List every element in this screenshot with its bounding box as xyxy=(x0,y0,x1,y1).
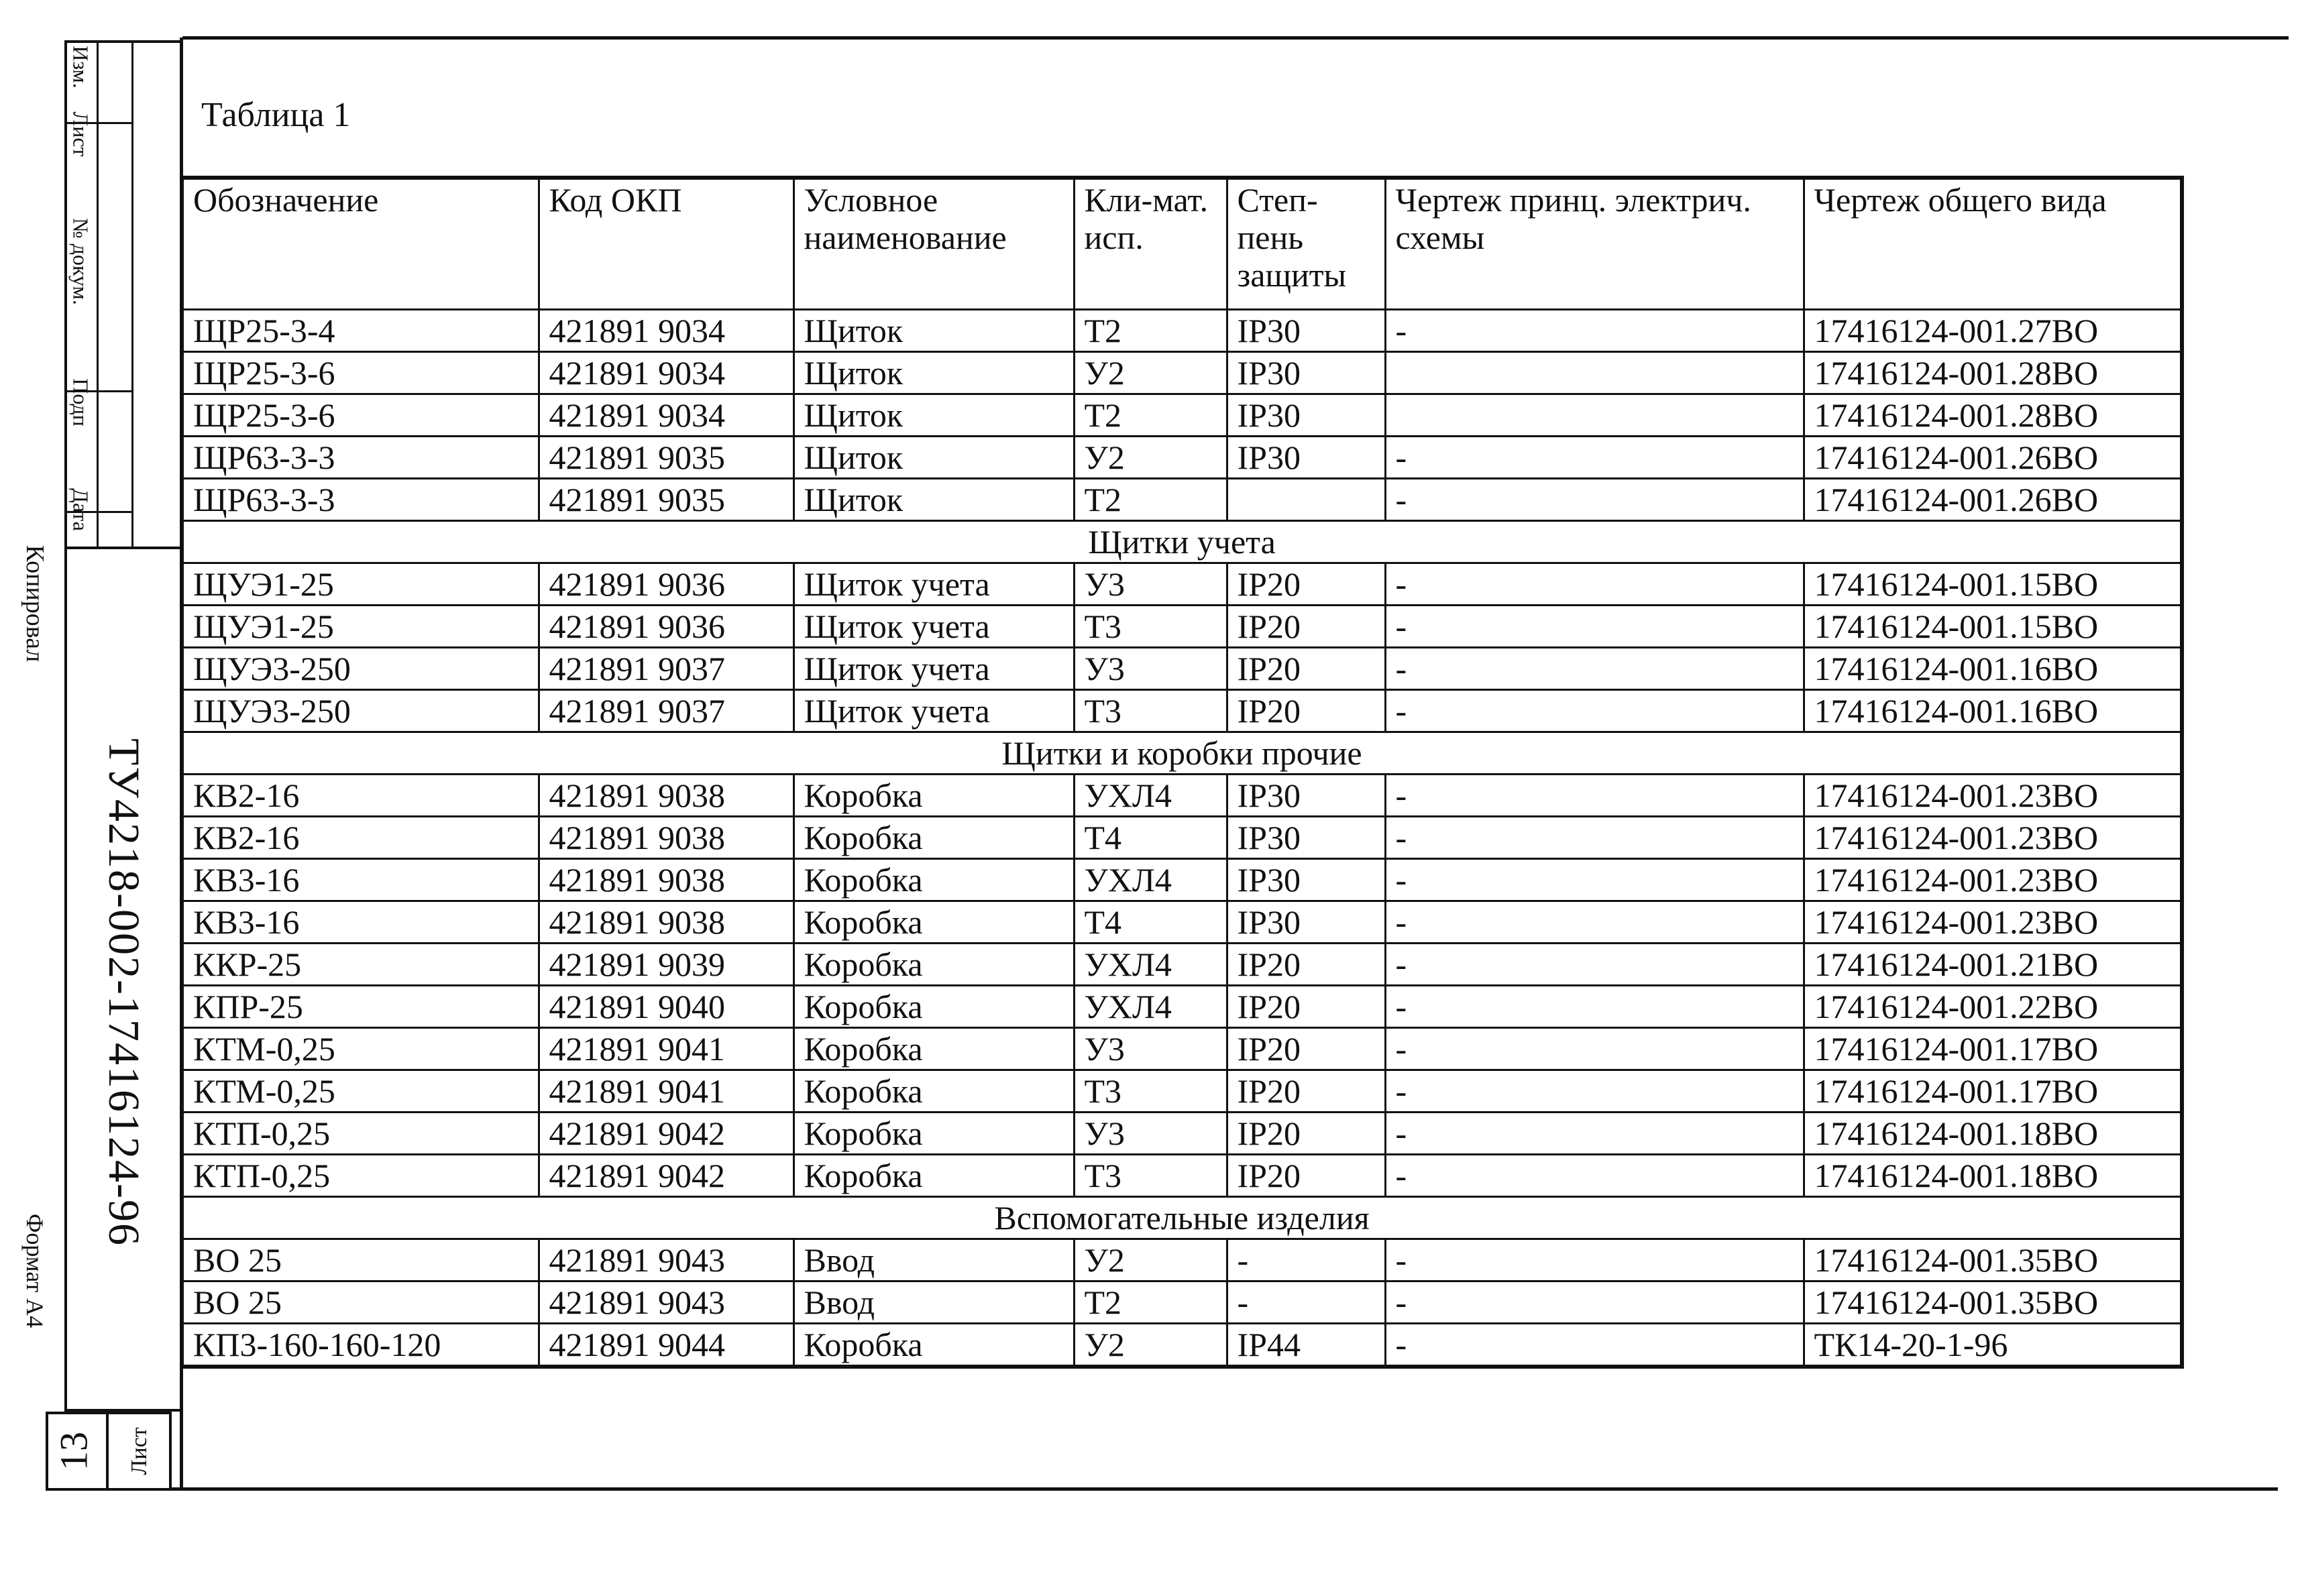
cell-schematic: - xyxy=(1385,1239,1804,1281)
cell-protection: - xyxy=(1227,1239,1385,1281)
cell-climate: У2 xyxy=(1074,352,1227,394)
cell-name: Коробка xyxy=(793,1113,1074,1155)
frame-top-line xyxy=(182,36,2289,40)
table-row xyxy=(182,817,2182,859)
col-name-header: Условное наименование xyxy=(793,178,1074,310)
cell-designation: ВО 25 xyxy=(182,1239,539,1281)
table-row xyxy=(182,1281,2182,1324)
cell-protection: IP20 xyxy=(1227,1113,1385,1155)
cell-designation: ЩР63-3-3 xyxy=(182,437,539,479)
cell-climate: У2 xyxy=(1074,437,1227,479)
cell-designation: ЩУЭ1-25 xyxy=(182,606,539,648)
cell-designation: КТМ-0,25 xyxy=(182,1028,539,1070)
cell-climate: Т2 xyxy=(1074,394,1227,437)
table-row xyxy=(182,479,2182,521)
cell-protection: IP20 xyxy=(1227,1155,1385,1197)
cell-climate: Т4 xyxy=(1074,901,1227,944)
stamp-label-signature: Подп xyxy=(68,378,93,426)
cell-name: Щиток учета xyxy=(793,690,1074,732)
cell-protection xyxy=(1227,479,1385,521)
cell-drawing: 17416124-001.18ВО xyxy=(1804,1113,2182,1155)
cell-climate: Т3 xyxy=(1074,1155,1227,1197)
cell-drawing: 17416124-001.26ВО xyxy=(1804,437,2182,479)
cell-drawing: 17416124-001.23ВО xyxy=(1804,775,2182,817)
table-row xyxy=(182,859,2182,901)
cell-designation: КВ3-16 xyxy=(182,859,539,901)
col-climate-header: Кли-мат. исп. xyxy=(1074,178,1227,310)
stamp-label-change: Изм. xyxy=(68,46,93,89)
cell-drawing: 17416124-001.35ВО xyxy=(1804,1281,2182,1324)
cell-okp-code: 421891 9043 xyxy=(539,1281,793,1324)
cell-designation: КТМ-0,25 xyxy=(182,1070,539,1113)
table-row xyxy=(182,690,2182,732)
cell-okp-code: 421891 9042 xyxy=(539,1113,793,1155)
table-section-row xyxy=(182,1197,2182,1239)
section-title: Вспомогательные изделия xyxy=(182,1197,2182,1239)
cell-schematic: - xyxy=(1385,310,1804,352)
sheet-number: 13 xyxy=(52,1432,96,1471)
table-row xyxy=(182,1070,2182,1113)
cell-name: Коробка xyxy=(793,859,1074,901)
copied-by-label: Копировал xyxy=(21,545,49,663)
cell-name: Щиток учета xyxy=(793,563,1074,606)
cell-schematic: - xyxy=(1385,775,1804,817)
cell-okp-code: 421891 9038 xyxy=(539,817,793,859)
cell-protection: - xyxy=(1227,1281,1385,1324)
cell-schematic: - xyxy=(1385,690,1804,732)
table-row xyxy=(182,775,2182,817)
cell-drawing: 17416124-001.26ВО xyxy=(1804,479,2182,521)
cell-protection: IP20 xyxy=(1227,1028,1385,1070)
cell-climate: Т4 xyxy=(1074,817,1227,859)
cell-schematic: - xyxy=(1385,606,1804,648)
cell-okp-code: 421891 9035 xyxy=(539,479,793,521)
cell-drawing: 17416124-001.23ВО xyxy=(1804,901,2182,944)
cell-climate: УХЛ4 xyxy=(1074,944,1227,986)
cell-designation: КТП-0,25 xyxy=(182,1155,539,1197)
cell-designation: КВ2-16 xyxy=(182,817,539,859)
sheet-box-divider xyxy=(106,1412,109,1491)
cell-okp-code: 421891 9040 xyxy=(539,986,793,1028)
format-label: Формат А4 xyxy=(21,1213,48,1328)
cell-protection: IP30 xyxy=(1227,901,1385,944)
cell-schematic: - xyxy=(1385,437,1804,479)
cell-okp-code: 421891 9041 xyxy=(539,1028,793,1070)
cell-drawing: 17416124-001.28ВО xyxy=(1804,352,2182,394)
frame-bottom-line xyxy=(172,1487,2278,1491)
table-header-row xyxy=(182,178,2182,310)
cell-name: Коробка xyxy=(793,1070,1074,1113)
cell-name: Ввод xyxy=(793,1281,1074,1324)
cell-climate: Т2 xyxy=(1074,479,1227,521)
col-schematic-header: Чертеж принц. электрич. схемы xyxy=(1385,178,1804,310)
table-row xyxy=(182,1028,2182,1070)
cell-drawing: 17416124-001.35ВО xyxy=(1804,1239,2182,1281)
cell-okp-code: 421891 9034 xyxy=(539,394,793,437)
cell-climate: У3 xyxy=(1074,1113,1227,1155)
cell-name: Коробка xyxy=(793,986,1074,1028)
cell-name: Щиток xyxy=(793,394,1074,437)
table-row xyxy=(182,606,2182,648)
cell-okp-code: 421891 9034 xyxy=(539,352,793,394)
cell-climate: Т2 xyxy=(1074,310,1227,352)
table-row xyxy=(182,1324,2182,1367)
cell-drawing: 17416124-001.28ВО xyxy=(1804,394,2182,437)
cell-designation: ЩУЭ3-250 xyxy=(182,690,539,732)
cell-drawing: 17416124-001.23ВО xyxy=(1804,859,2182,901)
cell-designation: ЩР25-3-4 xyxy=(182,310,539,352)
table-row xyxy=(182,986,2182,1028)
cell-protection: IP20 xyxy=(1227,690,1385,732)
cell-schematic: - xyxy=(1385,1155,1804,1197)
cell-protection: IP30 xyxy=(1227,437,1385,479)
cell-designation: ВО 25 xyxy=(182,1281,539,1324)
product-table xyxy=(180,176,2184,1369)
cell-protection: IP44 xyxy=(1227,1324,1385,1367)
table-row xyxy=(182,563,2182,606)
cell-protection: IP20 xyxy=(1227,944,1385,986)
cell-climate: Т3 xyxy=(1074,606,1227,648)
cell-designation: КВ3-16 xyxy=(182,901,539,944)
cell-designation: КТП-0,25 xyxy=(182,1113,539,1155)
cell-schematic: - xyxy=(1385,563,1804,606)
cell-schematic: - xyxy=(1385,1324,1804,1367)
cell-name: Коробка xyxy=(793,1155,1074,1197)
cell-schematic: - xyxy=(1385,1281,1804,1324)
cell-schematic: - xyxy=(1385,1070,1804,1113)
cell-designation: ЩР25-3-6 xyxy=(182,394,539,437)
section-title: Щитки и коробки прочие xyxy=(182,732,2182,775)
cell-designation: КВ2-16 xyxy=(182,775,539,817)
cell-okp-code: 421891 9038 xyxy=(539,859,793,901)
cell-okp-code: 421891 9036 xyxy=(539,606,793,648)
cell-climate: У2 xyxy=(1074,1324,1227,1367)
cell-name: Коробка xyxy=(793,1028,1074,1070)
cell-okp-code: 421891 9035 xyxy=(539,437,793,479)
cell-schematic: - xyxy=(1385,479,1804,521)
col-designation-header: Обозначение xyxy=(182,178,539,310)
cell-name: Коробка xyxy=(793,1324,1074,1367)
cell-drawing: 17416124-001.16ВО xyxy=(1804,690,2182,732)
stamp-label-date: Дата xyxy=(68,488,93,531)
cell-okp-code: 421891 9042 xyxy=(539,1155,793,1197)
cell-climate: У3 xyxy=(1074,563,1227,606)
section-title: Щитки учета xyxy=(182,521,2182,563)
cell-schematic: - xyxy=(1385,648,1804,690)
cell-schematic xyxy=(1385,394,1804,437)
table-row xyxy=(182,944,2182,986)
cell-drawing: 17416124-001.16ВО xyxy=(1804,648,2182,690)
table-caption: Таблица 1 xyxy=(201,96,351,134)
cell-protection: IP20 xyxy=(1227,648,1385,690)
cell-climate: УХЛ4 xyxy=(1074,775,1227,817)
cell-schematic: - xyxy=(1385,817,1804,859)
cell-drawing: 17416124-001.22ВО xyxy=(1804,986,2182,1028)
cell-drawing: 17416124-001.17ВО xyxy=(1804,1028,2182,1070)
cell-schematic: - xyxy=(1385,1028,1804,1070)
cell-climate: УХЛ4 xyxy=(1074,986,1227,1028)
cell-climate: Т2 xyxy=(1074,1281,1227,1324)
table-section-row xyxy=(182,732,2182,775)
cell-name: Щиток xyxy=(793,352,1074,394)
cell-drawing: 17416124-001.15ВО xyxy=(1804,606,2182,648)
sheet-label: Лист xyxy=(127,1427,152,1475)
cell-drawing: 17416124-001.15ВО xyxy=(1804,563,2182,606)
cell-drawing: 17416124-001.23ВО xyxy=(1804,817,2182,859)
table-row xyxy=(182,394,2182,437)
cell-designation: КПР-25 xyxy=(182,986,539,1028)
cell-name: Щиток учета xyxy=(793,606,1074,648)
cell-designation: ЩР25-3-6 xyxy=(182,352,539,394)
cell-protection: IP30 xyxy=(1227,310,1385,352)
table-row xyxy=(182,648,2182,690)
table-body xyxy=(182,310,2182,1367)
document-code: ТУ4218-002-17416124-96 xyxy=(99,738,148,1247)
cell-schematic: - xyxy=(1385,859,1804,901)
cell-okp-code: 421891 9038 xyxy=(539,775,793,817)
cell-schematic: - xyxy=(1385,901,1804,944)
cell-name: Щиток xyxy=(793,310,1074,352)
cell-name: Коробка xyxy=(793,775,1074,817)
cell-okp-code: 421891 9043 xyxy=(539,1239,793,1281)
cell-drawing: 17416124-001.18ВО xyxy=(1804,1155,2182,1197)
table-row xyxy=(182,901,2182,944)
cell-climate: Т3 xyxy=(1074,690,1227,732)
col-okp-code-header: Код ОКП xyxy=(539,178,793,310)
cell-name: Ввод xyxy=(793,1239,1074,1281)
cell-designation: ЩУЭ3-250 xyxy=(182,648,539,690)
cell-name: Щиток xyxy=(793,437,1074,479)
cell-drawing: 17416124-001.27ВО xyxy=(1804,310,2182,352)
table-row xyxy=(182,310,2182,352)
table-row xyxy=(182,1113,2182,1155)
cell-schematic: - xyxy=(1385,944,1804,986)
stamp-label-sheet: Лист xyxy=(68,111,93,157)
table-section-row xyxy=(182,521,2182,563)
cell-drawing: ТК14-20-1-96 xyxy=(1804,1324,2182,1367)
cell-name: Щиток xyxy=(793,479,1074,521)
cell-protection: IP20 xyxy=(1227,986,1385,1028)
cell-climate: У2 xyxy=(1074,1239,1227,1281)
cell-name: Щиток учета xyxy=(793,648,1074,690)
cell-designation: ЩУЭ1-25 xyxy=(182,563,539,606)
cell-okp-code: 421891 9037 xyxy=(539,690,793,732)
cell-protection: IP20 xyxy=(1227,1070,1385,1113)
cell-protection: IP30 xyxy=(1227,352,1385,394)
cell-okp-code: 421891 9039 xyxy=(539,944,793,986)
cell-schematic: - xyxy=(1385,1113,1804,1155)
cell-protection: IP30 xyxy=(1227,394,1385,437)
table-row xyxy=(182,1155,2182,1197)
table-row xyxy=(182,1239,2182,1281)
cell-protection: IP30 xyxy=(1227,775,1385,817)
cell-name: Коробка xyxy=(793,817,1074,859)
cell-schematic xyxy=(1385,352,1804,394)
cell-designation: КП3-160-160-120 xyxy=(182,1324,539,1367)
cell-designation: ККР-25 xyxy=(182,944,539,986)
stamp-label-doc-number: № докум. xyxy=(68,218,93,305)
cell-designation: ЩР63-3-3 xyxy=(182,479,539,521)
cell-drawing: 17416124-001.21ВО xyxy=(1804,944,2182,986)
table-row xyxy=(182,352,2182,394)
cell-drawing: 17416124-001.17ВО xyxy=(1804,1070,2182,1113)
cell-protection: IP20 xyxy=(1227,563,1385,606)
col-protection-header: Степ-пень защиты xyxy=(1227,178,1385,310)
cell-name: Коробка xyxy=(793,944,1074,986)
cell-okp-code: 421891 9038 xyxy=(539,901,793,944)
cell-climate: У3 xyxy=(1074,1028,1227,1070)
cell-protection: IP30 xyxy=(1227,859,1385,901)
cell-protection: IP30 xyxy=(1227,817,1385,859)
cell-okp-code: 421891 9037 xyxy=(539,648,793,690)
cell-climate: У3 xyxy=(1074,648,1227,690)
cell-okp-code: 421891 9041 xyxy=(539,1070,793,1113)
table-row xyxy=(182,437,2182,479)
cell-climate: УХЛ4 xyxy=(1074,859,1227,901)
cell-climate: Т3 xyxy=(1074,1070,1227,1113)
col-drawing-header: Чертеж общего вида xyxy=(1804,178,2182,310)
cell-okp-code: 421891 9036 xyxy=(539,563,793,606)
cell-okp-code: 421891 9044 xyxy=(539,1324,793,1367)
cell-name: Коробка xyxy=(793,901,1074,944)
cell-okp-code: 421891 9034 xyxy=(539,310,793,352)
cell-schematic: - xyxy=(1385,986,1804,1028)
cell-protection: IP20 xyxy=(1227,606,1385,648)
